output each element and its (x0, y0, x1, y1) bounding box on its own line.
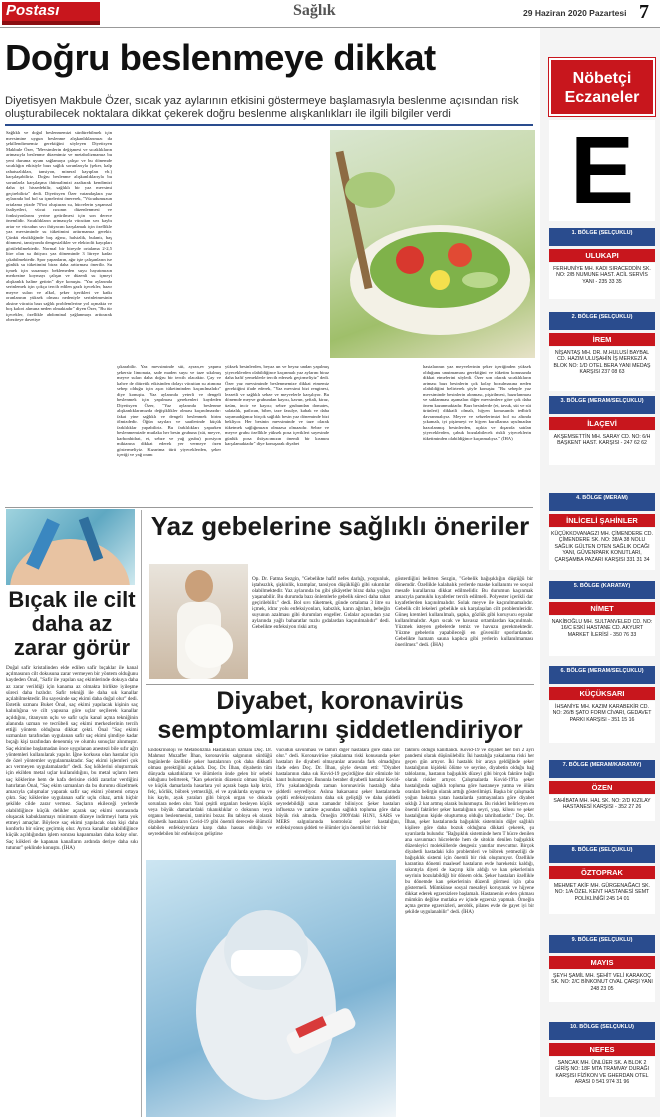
pharmacy-address: NİŞANTAŞ MH. DR. M.HULUSİ BAYBAL CD. HAZIM ULUŞAHİN İŞ MERKEZİ A BLOK NO: 1/D OTEL BERA YANI MEDAŞ KARŞISI 237 08 63 (549, 347, 655, 391)
column-divider (141, 510, 142, 1117)
pharmacy-zone: 3. BÖLGE (MERAM/SELÇUKLU) (549, 396, 655, 414)
pregnant-illustration (149, 564, 248, 679)
pharmacy-name: ÖZTOPRAK (549, 866, 655, 879)
pregnant-headline: Yaz gebelerine sağlıklı öneriler (150, 511, 530, 541)
pharmacy-address: MEHMET AKİF MH. GÜRGENAĞACI SK. NO: 1/A ÖZEL KENT HASTANESİ SEMT POLİKLİNİĞİ 245 14 01 (549, 880, 655, 914)
pharmacy-title-line2: Eczaneler (564, 89, 640, 106)
pharmacy-address: İHSANİYE MH. KAZIM KARABEKİR CD. NO: 26/B ŞATO FORM CİVARI, GEDAVET PARKI KARŞISI - 351 15 16 (549, 701, 655, 743)
pharmacy-name: ÖZEN (549, 781, 655, 794)
pharmacy-address: SANCAK MH. ÜNLÜER SK. A BLOK 2 GİRİŞ NO: 18F MTA TRAMVAY DURAĞI KARŞISI FİZİKON VE GHERDAN OTEL ARASI 0 541 974 31 96 (549, 1057, 655, 1097)
hair-transplant-photo (6, 509, 135, 585)
salad-illustration (330, 130, 535, 358)
pharmacy-name: İNLİCELİ ŞAHİNLER (549, 514, 655, 527)
pharmacy-zone: 9. BÖLGE (SELÇUKLU) (549, 935, 655, 953)
issue-date: 29 Haziran 2020 Pazartesi (523, 8, 627, 18)
pharmacy-zone: 10. BÖLGE (SELÇUKLU) (549, 1022, 655, 1040)
pharmacy-zone: 5. BÖLGE (KARATAY) (549, 581, 655, 599)
pharmacy-name: İREM (549, 333, 655, 346)
knife-body: Doğal safir kristalinden elde edilen safir bıçaklar ile kanal açılmasının cilt dokusuna zarar vermeyen bir yöntem olduğunu kaydeden Önal, "Safir ile yapılan saç ekimlerinde dokuya daha az zarar verildiği için kanama az olmakta birlikte iyileşme süreci daha hızlıdır. Safir tekniği ile daha sık kanallar açılabilmektedir. Bu sayesinde saç ekimi daha doğal olur" dedi. Estetik uzmanı Buket Önal, saç ekimi yapılacak kişinin saç kalınlığına ve cilt yapısına göre uçlar seçilerek kanallar açıldığını, titanyum uçlu ve safir uçlu kanal açma tekniğinin alanında uzman ve tecrübeli saç ekimi merkezlerinin tercih ettiği yöntem olduğuna dikkat çekti. Önal "Saç ekimi uzmanları tarafından uygulanan safir saç ekimi şimdiye kadar bıçağı kişi tarafından denenmiş ve olumlu sonuçlar alınmıştır. Saç ekimine başlamadan önce uygulanan anestezi bile sıfır ağrı yöntemleri kullanılarak yapılır. İğne korkusu olan hastalar için de özel yöntemler uygulanmaktadır. Saç ekimi işlemleri çok acı vermeyen uygulamalardır" dedi. Saç köklerini oluşturmak için ekilden metal uçlar kullanıldığını, bu metal uçların hem saç köklerine hem de kafa derisine ciddi zararlar verdiğini hatırlatan Önal, "Saç ekim uzmanları da bu durumu düzeltmek amacıyla çalışmalar yaparak safir saç ekimi yöntemi ortaya çıktı. Saç köklerine uygulanan safir uçlu cihaz, artık hiçbir şekilde cilde zarar vermez. Saçların ekileceği yerlerde olabildiğince küçük delikler açarak saç ekimi sonrasında oluşacak kabuklanmayı minimum düzeye indirmeyi hatta yok etmeyi amaçlar. Böylece saç ekimi yapılacak olan kişi daha konforlu bir süreç geçirmiş olur. Ayrıca kanallar olabildiğince küçük açıldığından işlem sonrası kapanmaları daha kolay olur. Saç kökleri de kapanan kanalların ardında deriye daha sıkı tutunur" şeklinde konuştu. (İHA) (6, 665, 138, 851)
pregnant-woman-photo (149, 564, 248, 679)
pharmacy-name: MAYIS (549, 956, 655, 969)
pregnant-column-1: Op. Dr. Fatma Sezgin, "Gebelikte hafif nefes darlığı, yorgunluk, iştahsızlık, şişkinlik, kramplar, tansiyon düşüklüğü gibi sıkıntılar olabilmektedir. Yaz aylarında bu gibi şikâyetler biraz daha yoğun yaşanabilir. Bu durumda bazı önlemlerle gebelik süreci daha rahat geçirilebilir." dedi. Bol sıvı tüketmek, günde ortalama 3 litre su içmek, idrar yolu enfeksiyonları, kabızlık, karın ağrıları, bebeğin suyunun azalması gibi durumları engeller. Gıdalar açısından yaz aylarında yağlı baharatlar tuzlu gıdalardan kaçınılmalıdır" dedi. Gebelikte enfeksiyon riski artış (252, 576, 390, 630)
main-subhead: Diyetisyen Makbule Özer, sıcak yaz aylarının etkisini göstermeye başlamasıyla beslenme açısından risk oluşturabilecek noktalara dikkat çekerek doğru beslenme alışkanlıkları ile ilgili bilgiler verdi (5, 95, 519, 120)
pharmacy-zone: 4. BÖLGE (MERAM) (549, 493, 655, 511)
pharmacy-address: SAHİBATA MH. HAL SK. NO: 2/D KIZILAY HASTANESİ KARŞISI - 352 27 26 (549, 795, 655, 821)
pharmacy-address: AKŞEMSETTİN MH. SARAY CD. NO: 6/H BAŞKENT HAST. KARŞISI - 247 62 62 (549, 431, 655, 465)
pharmacy-zone: 6. BÖLGE (MERAM/SELÇUKLU) (549, 666, 655, 684)
pharmacy-address: ŞEYH ŞAMİL MH. ŞEHİT VELİ KARAKOÇ SK. NO: 2/C BİNKONUT OVAL ÇARŞI YANI 248 23 05 (549, 970, 655, 1002)
section-divider-2 (146, 684, 534, 685)
coronavirus-test-photo (146, 860, 396, 1117)
main-column-3b (333, 364, 419, 506)
pharmacy-name: ULUKAPI (549, 249, 655, 262)
pharmacy-zone: 2. BÖLGE (SELÇUKLU) (549, 312, 655, 330)
logo-underbar (2, 21, 100, 25)
pharmacy-address: NAKİBOĞLU MH. SULTANVELED CD. NO: 16/C ESKİ HASTANE CD. AKYURT MARKET İLERİSİ - 350 76 33 (549, 616, 655, 656)
lab-illustration (146, 860, 396, 1117)
main-column-3: yüksek besinlerden, beyaz un ve beyaz undan yapılmış yiyeceklerden olabildiğince kaçınmalı yaz aylarını biraz daha hafif yemeklerle tercih edersek geçirmeliyiz" dedi. Özer yaz mevsiminde beslenmemize dikkat etmemiz gerektiğini ifade ederek, "Yaz mevsimi bizi renginesi, lezzetli ve sağlıklı sebze ve meyvelerle karşılıyor. Bu dönemde meyve grubundan kayısı, kavun, şeftali, kiraz, üzüm, incir ve kayısı; sebze grubundan domates, salatalık, patlıcan, biber, taze fasulye, kabak ve daha sayamadığımız birçok sağlıklı besin yaz döneminde bizi bekliyor. Her besinin mevsiminde ve taze olarak tüketmek sağlığımızın olmazsa olmazıdır. Sebze ve meyve grubu özellikle yüksek posa içerikleri sayesinde günlük posa ihtiyacımızın önemli bir kısmını karşılamaktadır" diye konuşarak diyabet (225, 364, 329, 446)
pharmacy-title-line1: Nöbetçi (572, 70, 632, 87)
main-headline: Doğru beslenmeye dikkat (5, 37, 436, 78)
pharmacy-name: KÜÇÜKSARI (549, 687, 655, 700)
pharmacy-zone: 8. BÖLGE (SELÇUKLU) (549, 845, 655, 863)
section-divider (5, 507, 533, 508)
pharmacy-address: FERHUNİYE MH. KADI SIRACEDDİN SK. NO: 2/B NUMUNE HAST. ACİL SERVİS YANI - 235 33 35 (549, 263, 655, 299)
newspaper-logo: Postası (2, 2, 100, 22)
main-rule (5, 124, 533, 126)
pharmacy-name: NİMET (549, 602, 655, 615)
page-number: 7 (639, 1, 649, 23)
hair-illustration (6, 509, 135, 585)
pharmacy-address: KÜÇÜKKOVANAGZI MH. ÇİMENDERE CD. ÇİMENDERE SK. NO: 38/A 38 NOLU SAĞLIK GÜLTEN OTEN SAĞLIK OCAĞI YANI, GÜVENPARK KONUTLARI, ÇARŞAMBA PAZARI KARŞISI 331 31 34 (549, 528, 655, 570)
pharmacy-name: NEFES (549, 1043, 655, 1056)
diabetes-column-2: vücudun savunması ve tamiri diğer hastalara göre daha zor olur." dedi. Koronavirüse yakalanma riski konusunda şeker hastaları ile diyabeti olmayanlar arasında fark olmadığını ifade eden Doç. Dr. İlhan, şöyle devam etti: "Diyabet hastalarının daha sık Kovid-19 geçirdiğine dair elimizde bir kanıt bulunmuyor. Bununla beraber diyabetli hastalar Kovid-19'u yakalandığında zaman koronavirüs hastalığı daha şiddetli seyrediyor. Aslına bakarsanız şeker hastalarında çeşitli enfeksiyonların daha sık geliştiği ve daha şiddetli seyredebildiği uzun zamandır biliniyor. Şeker hastaları influenza ve zatürre açısından sağlıklı topluma göre daha büyük risk altında. Örneğin 2009'daki H1N1, SARS ve MERS salgınlarında kontrolsüz şeker hastalığını, enfeksiyonun şiddeti ve ölümler için önemli bir risk bir (276, 748, 400, 831)
diabetes-column-3: faktörü olduğu kanıtlandı. Kovid-19 ve diyabet her biri 2 ayrı pandemi olarak düşünülebilir. İki hastalığa yakalanma riski her geçen gün artıyor. İki hastalık bir araya geldiğinde şeker hastalığının kişideki ölüme ve seyrine, diyabetin olduğu bağ tablolarını, hastanın bağışıklık düzeyi gibi birçok faktöre bağlı olarak riskler artıyor. Çalışmalarda Kovid-19'la şeker hastalığında sağlıklı topluma göre hastaneye yatma ve ölüm oranları belirgin olarak arttığı gösterilmişti. Başka bir çalışmada yoğun bakıma yatan hastalarda yatmayanlara göre diyabet sıklığı 2 kat artmış olarak bulunmuştu. Bu riskleri belirleyen en önemli faktörler şeker hastalığının seyri, yaşı, kilosu ve şeker hastalığının kişide oluşturmuş olduğu tahribatlardır." Doç. Dr. İlhan, şeker hastalarında bağışıklık sisteminin diğer sağlıklı kişilere göre daha bozuk olduğuna dikkati çekerek, şu uyarılarda bulundu: "Bağışıklık sisteminde hem T hücre denilen ana savunmacı hücrelerde hem de sitokin denilen bağışıklık düzenleyici moleküllerde dengesiz yanıtlar mevcuttur. Birçok diyabetli hastadaki kilo problemleri ve böbrek yetmezliği de bağışıklık sistemi için önemli bir risk oluşturuyor. Özellikle karantina dönemi maalesef hastaların evde hareketsiz kaldığı, sıkıntıyla diyeti de kaçırıp kilo aldığı ve kan şekerlerinin seyrinin bozulabildiği bir dönem oldu. Şeker hastaları özellikle bu dönemde kan şekerlerinin düzenli görmesi için çaba göstermeli. Mümkünse sosyal mesafeyi koruyarak ve hijyene dikkat ederek egzersizlere başlamalı. Hastanenin evden çıkması mümkün değilse mutlaka ev içinde egzersiz yapmalı. Örneğin açma germe egzersizleri, aerobik, pilates evde de gayet iyi bir şekilde uygulanabilir" dedi. (İHA) (405, 748, 534, 915)
diabetes-column-1: Endokrinoloji ve Metabolizma Hastalıkları uzmanı Doç. Dr. Mahmut Muzaffer İlhan, koronavirüs salgınının sürdüğü bugünlerde özellikle şeker hastalarının çok daha dikkatli olması gerektiğini açıkladı. Doç. Dr. İlhan, diyabetin tüm dünyada sakatlıkların ve ölümlerin önde gelen bir sebebi olduğunu belirterek, "Kan şekerinin düzensiz olması büyük ve küçük damarlarda hasarlara yol açarak başta kalp krizi, felç, körlük, böbrek yetmezliği, el ve ayaklarda uyuşma ve his kaybı, ayak yaraları gibi birçok organ ve dokuda sorunlara neden olur. Yani çeşitli organları besleyen küçük veya büyük damarlardaki tıkanıklıklar o dokunun veya organın beslenmesini, tamirini bozar. Bu tabloya ek olarak diyabetik hastaların Covid-19 gibi önemli derecede ölümcül olabilen enfeksiyonlara karşı daha hassas olduğu ve seyredebilen bir enfeksiyon geliştirse (148, 748, 272, 837)
diabetes-headline: Diyabet, koronavirüs semptomlarını şiddetlendiriyor (157, 687, 523, 744)
pharmacy-name: İLAÇEVİ (549, 417, 655, 430)
pharmacy-title (549, 58, 655, 116)
salad-photo (330, 130, 535, 358)
main-column-4: hastalarının yaz meyvelerinin şeker içeriğinden yüksek olduğunu unutmaması gerektiğini ve tüketim konusunda dikkat etmelerini söyledi. Özer son olarak sıcaklıkların artması bazı besinlerin çok kolay bozulmasına neden olabildiğini belirterek şöyle konuştu: "Bu sebeple yaz mevsiminde besinlerin alınması, pişirilmesi, hazırlanması ve saklanması aşamaları diğer mevsimlere göre çok daha önem kazanmaktadır. Bazı besinlerde (et, tavuk, süt ve süt ürünleri) dikkatli olmalı, hijyen konusunda tedbirli davranmalıyız. Meyve ve sebzelerimizi bol su altında yıkamalı, iyi pişirmeyi ve hijyen kurallarına uyulmadan hazırlanmış besinlerden, açıkta ve dışarıda satılan yiyeceklerden, çabuk bozulabilecek riskli yiyeceklerin tüketiminden olabildiğince kaçınmalıyız." (İHA) (423, 364, 531, 441)
main-column-2: çıkarabilir. Yaz mevsiminde süt, ayran,ev yapımı şekersiz limonata, sade maden suyu ve taze sıkılmış meyve suları daha doğru bir tercih olacaktır. Çay ve kahve de diüretik etkisinden dolayı vücuttan su atımına sebep olduğu için aşırı tüketiminden kaçınılmalıdır" diye konuştu. Yaz aylarında yeterli ve dengeli beslenmek için yapılması gerekenleri kaydeden Diyetisyen Özer, "Yaz aylarında beslenme alışkanlıklarımızda değişiklikler olması kaçınılmazdır: fakat yine sağlıklı ve dengeli beslenmek birim ölmizdedir. Öğün sayıları ve saatlerinde küçük farklılıklar yapabiliriz. Bu farklılıkları yaparken beslenmemizde mutlaka her besin grubuna (süt, meyve, karbonhidrat, et, sebze ve yağ grubu) porsiyon miktarına dikkat ederek yer vermeye özen göstermeliyiz. Kızartma türü yiyeceklerden, şeker içeriği ve yağ oranı (117, 364, 221, 457)
pharmacy-big-letter: E (549, 120, 655, 221)
knife-headline: Bıçak ile cilt daha az zarar görür (8, 587, 136, 660)
section-title: Sağlık (293, 2, 336, 19)
pharmacy-zone: 7. BÖLGE (MERAM/KARATAY) (549, 760, 655, 778)
pharmacy-zone: 1. BÖLGE (SELÇUKLU) (549, 228, 655, 246)
main-column-1: Sağlıklı ve doğal beslenmemizi sürdürebilmek için mevsimine uygun beslenme alışkanlıklarımızı da şekillendirmemiz gerektiğini söyleyen Diyetisyen Makbule Özer, "Mevsimlerin değişmesi ve sıcaklıkların artmasıyla beslenme düzenimiz ve metabolizmamız bu yeni duruma uyum sağlamaya çalışır ve bu dönemde sıcaklığın etkisiyle bazı sağlık sorunlarıyla (şeker, kalp rahatsızlıkları, tansiyon, mineral kayıpları vb.) karşılaşabiliriz. Doğru beslenme alışkanlıklarıyla bu sorunlarla karşılaşma ihtimalimizi azaltarak kendimizi daha iyi hissedebilir, sağlıklı bir yaz mevsimi geçirebiliriz" dedi. Diyetisyen Özer vatandaşlara yaz aylarında bol bol su içmelerini önererek, "Vücudumuzun ortalama yüzde 70'ini oluşturan su, hücrelerin yaşamsal faaliyetleri, vücut ısısının düzenlenmesi ve fonksiyonlarını yerine getirilmesi için son derece önemlidir. Sıcaklıkların artmasıyla vücuttan sıvı kaybı artar ve vücudun sıvı ihtiyacını karşılamak için özellikle yaz mevsiminde su tüketimini arttırmamız gerekir. Çünkü eksikliğinde baş ağrısı, halsizlik, bulantı, baş dönmesi, tansiyonda dengesizlikler ve elektrolit kayıpları görülebilmektedir. Normal bir bireyde ortalama 2-2,5 litre olan su ihtiyacı yaz döneminde 3 litreye kadar çıkabilmektedir. Spor yapanların, ağır işte çalışanların ise günlük su tüketimini biraz daha arttırması önerilir. Su içmek için susamayı beklemeden suyu hayatımızın merkezine koymayı çalışın ve düzenli su içmeyi alışkanlık haline getirin" diye konuştu. "Yaz aylarında serinlemek için çokça tercih edilen gazlı içecekler, hazır meyve suları ve alkol, şeker içerikleri ve katkı oranlarının yüksek olması nedeniyle serinletmesinin aksine vücutta bazı sağlık problemlerine yol açmakta ve boş kalori alımına neden olmaktadır" diyen Özer, "Bu tür içecekler, özellikle abdominal yağlanmayı arttırarak obeziteye davetiye (6, 130, 112, 322)
pregnant-column-2: gösterdiğini belirten Sezgin, "Gebelik bağışıklığın düştüğü bir dönemdir. Özellikle kalabalık yerlerde maske kullanımı ve sosyal mesafe kurallarına dikkat edilmelidir. Bu durumun kaçınmak amacıyla pamuklu kıyafetler tercih edilmeli. Polyester içerikli dar kıyafetlerden kaçınılmalıdır. Solak meyve ile kaçınılmamalıdır. Gebelik cilt lekeleri gebelikle sık karşılaşılan cilt problemleridir. Güneş kremleri kullanılmalı, şapka, gözlük gibi koruyucu eşyalar kullanılmalıdır. Aşırı sıcak ve havasız ortamlardan kaçınılmalı. Yüzmek isteyen gebelerde temiz ve havuzu gerekmektedir. Yüzme gebelerin yapabileceği en güvenilir sporlardandır. Gebelikte hamam sauna kaplıca gibi yerlerin kullanılmaması önerilmez" dedi. (İHA) (395, 576, 533, 648)
